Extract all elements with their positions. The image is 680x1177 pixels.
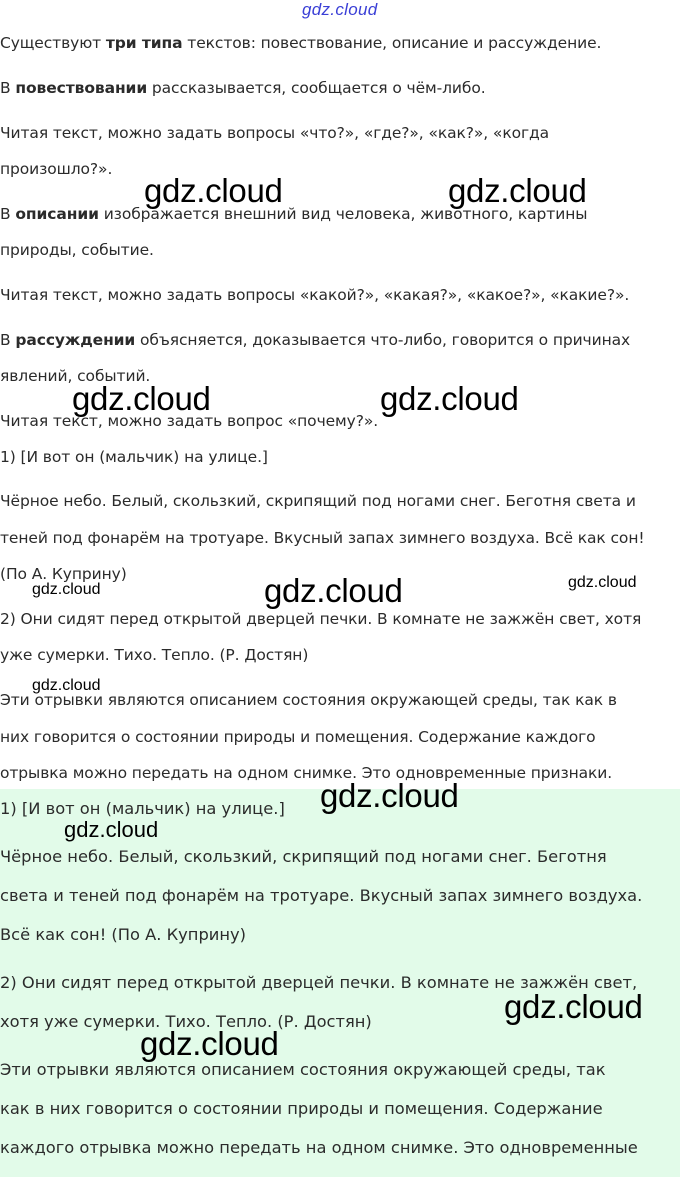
answer-conclusion-line1: Эти отрывки являются описанием состояния окружающей среды, так bbox=[0, 1060, 606, 1079]
answer-conclusion-line2: как в них говорится о состоянии природы и помещения. Содержание bbox=[0, 1099, 603, 1118]
excerpt-1-source: (По А. Куприну) bbox=[0, 565, 127, 583]
answer-1-line3: Всё как сон! (По А. Куприну) bbox=[0, 925, 246, 944]
watermark: gdz.cloud bbox=[72, 380, 211, 417]
watermark: gdz.cloud bbox=[320, 777, 459, 814]
answer-1-title: 1) [И вот он (мальчик) на улице.] bbox=[0, 799, 285, 818]
theory-paragraph-description: В описании изображается внешний вид человека, животного, картины bbox=[0, 205, 588, 223]
theory-reasoning-questions: Читая текст, можно задать вопрос «почему?». bbox=[0, 412, 379, 430]
watermark: gdz.cloud bbox=[568, 574, 637, 591]
excerpt-conclusion-line1: Эти отрывки являются описанием состояния окружающей среды, так как в bbox=[0, 691, 617, 709]
theory-narration-questions-line1: Читая текст, можно задать вопросы «что?», «где?», «как?», «когда bbox=[0, 124, 550, 142]
excerpt-conclusion-line3: отрывка можно передать на одном снимке. Это одновременные признаки. bbox=[0, 764, 613, 782]
theory-description-line2: природы, событие. bbox=[0, 241, 154, 259]
excerpt-1-title: 1) [И вот он (мальчик) на улице.] bbox=[0, 448, 268, 466]
watermark: gdz.cloud bbox=[380, 380, 519, 417]
watermark: gdz.cloud bbox=[504, 988, 643, 1025]
answer-2-line2: хотя уже сумерки. Тихо. Тепло. (Р. Достян) bbox=[0, 1012, 372, 1031]
excerpt-2-line2: уже сумерки. Тихо. Тепло. (Р. Достян) bbox=[0, 646, 309, 664]
watermark: gdz.cloud bbox=[64, 817, 159, 842]
theory-reasoning-line2: явлений, событий. bbox=[0, 367, 151, 385]
watermark: gdz.cloud bbox=[448, 172, 587, 209]
excerpt-2-line1: 2) Они сидят перед открытой дверцей печки. В комнате не зажжён свет, хотя bbox=[0, 610, 642, 628]
watermark-top: gdz.cloud bbox=[302, 0, 378, 19]
watermark: gdz.cloud bbox=[144, 172, 283, 209]
theory-paragraph-types: Существуют три типа текстов: повествование, описание и рассуждение. bbox=[0, 34, 602, 52]
watermark: gdz.cloud bbox=[140, 1025, 279, 1062]
theory-paragraph-narration: В повествовании рассказывается, сообщается о чём-либо. bbox=[0, 79, 486, 97]
answer-1-line2: света и теней под фонарём на тротуаре. Вкусный запах зимнего воздуха. bbox=[0, 886, 643, 905]
excerpt-1-line2: теней под фонарём на тротуаре. Вкусный запах зимнего воздуха. Всё как сон! bbox=[0, 529, 645, 547]
watermark: gdz.cloud bbox=[264, 572, 403, 609]
watermark: gdz.cloud bbox=[32, 581, 101, 598]
watermark: gdz.cloud bbox=[32, 677, 101, 694]
theory-description-questions: Читая текст, можно задать вопросы «какой?», «какая?», «какое?», «какие?». bbox=[0, 286, 630, 304]
theory-narration-questions-line2: произошло?». bbox=[0, 160, 113, 178]
excerpt-1-line1: Чёрное небо. Белый, скользкий, скрипящий под ногами снег. Беготня света и bbox=[0, 492, 636, 510]
theory-paragraph-reasoning: В рассуждении объясняется, доказывается что-либо, говорится о причинах bbox=[0, 331, 631, 349]
excerpt-conclusion-line2: них говорится о состоянии природы и помещения. Содержание каждого bbox=[0, 728, 596, 746]
answer-2-line1: 2) Они сидят перед открытой дверцей печки. В комнате не зажжён свет, bbox=[0, 973, 638, 992]
answer-conclusion-line3: каждого отрывка можно передать на одном снимке. Это одновременные bbox=[0, 1138, 638, 1157]
answer-1-line1: Чёрное небо. Белый, скользкий, скрипящий под ногами снег. Беготня bbox=[0, 847, 607, 866]
